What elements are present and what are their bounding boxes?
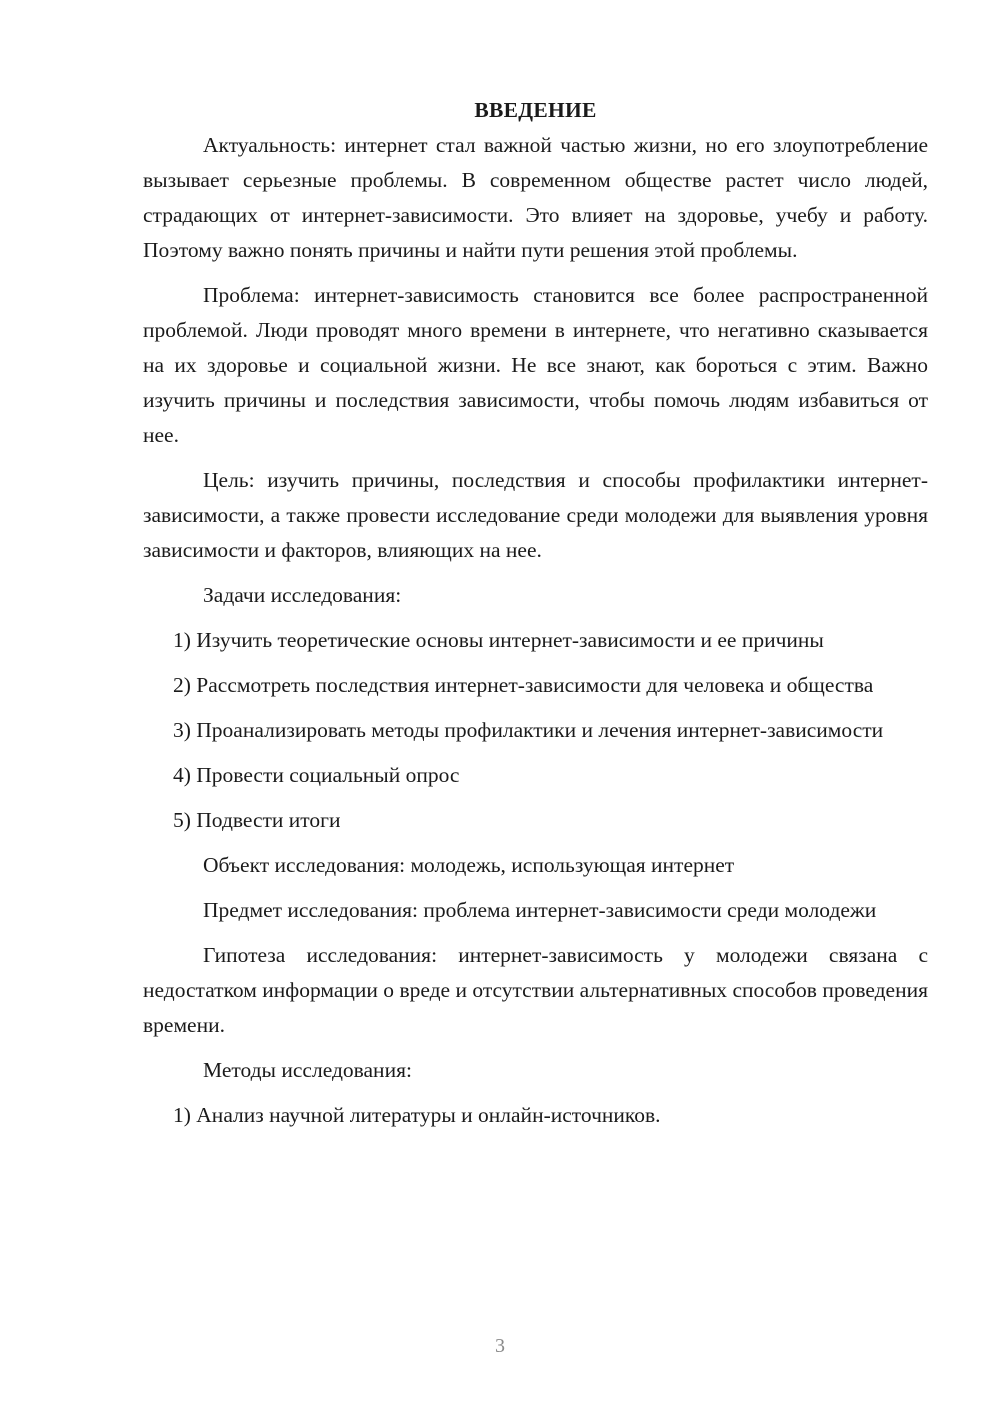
section-title: ВВЕДЕНИЕ: [474, 98, 597, 122]
page-content: [143, 93, 928, 1133]
goal-paragraph: Цель: изучить причины, последствия и способы профилактики интернет-зависимости, а также провести исследование среди молодежи для выявления уровня зависимости и факторов, влияющих на нее.: [143, 468, 928, 562]
task-item-5: 5) Подвести итоги: [173, 808, 341, 832]
task-item-3: 3) Проанализировать методы профилактики и лечения интернет-зависимости: [173, 718, 884, 742]
subject-paragraph: Предмет исследования: проблема интернет-зависимости среди молодежи: [203, 898, 877, 922]
task-item-2: 2) Рассмотреть последствия интернет-зависимости для человека и общества: [173, 673, 874, 697]
methods-heading: Методы исследования:: [203, 1058, 412, 1082]
task-item-4: 4) Провести социальный опрос: [173, 763, 460, 787]
method-item-1: 1) Анализ научной литературы и онлайн-источников.: [173, 1103, 661, 1127]
hypothesis-paragraph: Гипотеза исследования: интернет-зависимость у молодежи связана с недостатком информации о вреде и отсутствии альтернативных способов проведения времени.: [143, 943, 928, 1037]
task-item-1: 1) Изучить теоретические основы интернет-зависимости и ее причины: [173, 628, 824, 652]
relevance-paragraph: Актуальность: интернет стал важной частью жизни, но его злоупотребление вызывает серьезные проблемы. В современном обществе растет число людей, страдающих от интернет-зависимости. Это влияет на здоровье, учебу и работу. Поэтому важно понять причины и найти пути решения этой проблемы.: [143, 133, 928, 262]
problem-paragraph: Проблема: интернет-зависимость становится все более распространенной проблемой. Люди проводят много времени в интернете, что негативно сказывается на их здоровье и социальной жизни. Не все знают, как бороться с этим. Важно изучить причины и последствия зависимости, чтобы помочь людям избавиться от нее.: [143, 283, 928, 447]
object-paragraph: Объект исследования: молодежь, использующая интернет: [203, 853, 735, 877]
tasks-heading: Задачи исследования:: [203, 583, 402, 607]
page-number: 3: [495, 1335, 505, 1357]
